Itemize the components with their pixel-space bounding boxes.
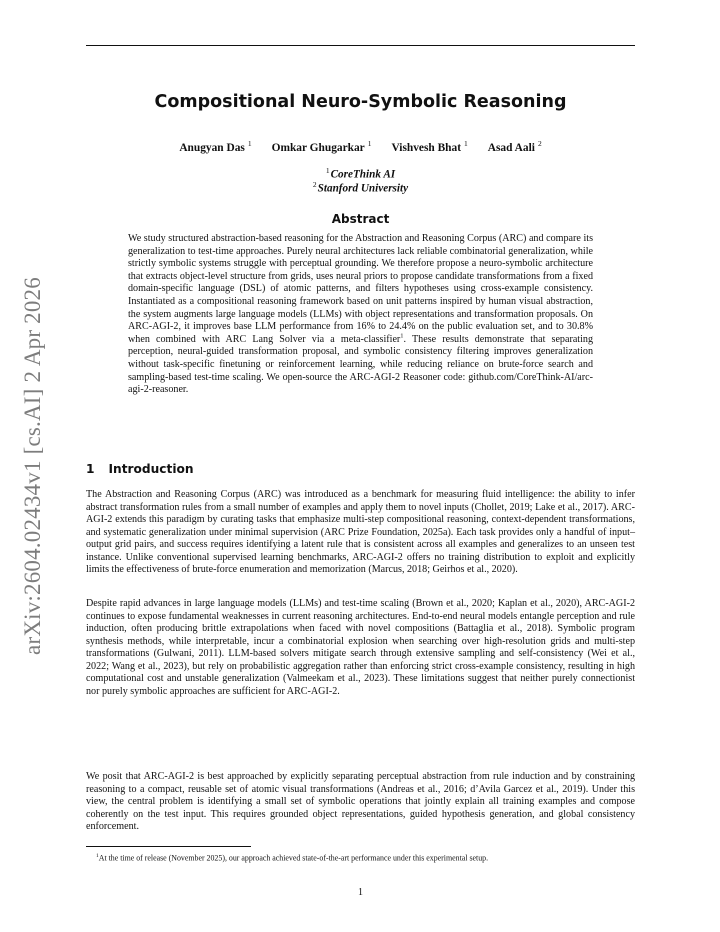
abstract-text: We study structured abstraction-based reasoning for the Abstraction and Reasoning Corpus (ARC) and compare its generalization to test-time approaches. Purely neural architectures lack reliable combinatorial generalization, while strictly symbolic systems struggle with perceptual grounding. We therefore propose a neuro-symbolic architecture that extracts object-level structure from grids, uses neural priors to propose candidate transformations from a fixed domain-specific language (DSL) of atomic patterns, and filters hypotheses using cross-example consistency. Instantiated as a compositional reasoning framework based on unit patterns inspired by human visual abstraction, the system augments large language models (LLMs) with object representations and transformation proposals. On ARC-AGI-2, it improves base LLM performance from 16% to 24.4% on the public evaluation set, and to 30.8% when combined with ARC Lang Solver via a meta-classifier$^1$. These results demonstrate that separating perception, neural-guided transformation proposal, and symbolic consistency filtering improves generalization without task-specific finetuning or reinforcement learning, while reducing reliance on brute-force search and sampling-based test-time scaling. We open-source the ARC-AGI-2 Reasoner code: github.com/CoreThink-AI/arc-agi-2-reasoner. xyxy=(128,233,593,396)
affiliation-mark: 1 xyxy=(464,139,468,148)
abstract-heading: Abstract xyxy=(331,212,390,226)
author-list xyxy=(86,139,635,154)
author: Asad Aali $^2$ xyxy=(487,139,542,154)
affiliation-mark: 2 xyxy=(537,139,542,148)
footnote-rule xyxy=(86,846,251,847)
arxiv-identifier: arXiv:2604.02434v1 [cs.AI] 2 Apr 2026 xyxy=(20,277,45,655)
footnote-ref[interactable]: 1 xyxy=(400,332,404,340)
body-paragraph: The Abstraction and Reasoning Corpus (ARC) was introduced as a benchmark for measuring fluid intelligence: the ability to infer abstract transformation rules from a small number of examples and apply them to novel inputs (Chollet, 2019; Lake et al., 2017). ARC-AGI-2 extends this paradigm by curating tasks that emphasize multi-step compositional reasoning, context-dependent transformations, and systematic generalization under minimal supervision (ARC Prize Foundation, 2025a). Each task provides only a handful of input–output grid pairs, and success requires identifying a latent rule that is consistent across all examples and generalizes to an unseen test instance. Unlike conventional supervised learning benchmarks, ARC-AGI-2 offers no training distribution to exploit and explicitly limits the effectiveness of brute-force enumeration and memorization (Marcus, 2018; Geirhos et al., 2020). xyxy=(86,489,635,576)
section-number: 1 xyxy=(86,462,95,476)
paper-title: Compositional Neuro-Symbolic Reasoning xyxy=(154,92,567,112)
author: Anugyan Das $^1$ xyxy=(179,139,252,154)
top-rule xyxy=(86,45,635,46)
page-number: 1 xyxy=(358,887,363,898)
affiliation-mark: 1 xyxy=(247,139,252,148)
author: Omkar Ghugarkar $^1$ xyxy=(271,139,372,154)
section-heading xyxy=(86,462,635,476)
affiliation: $^1$CoreThink AI xyxy=(325,166,396,181)
affiliation-mark: 1 xyxy=(367,139,372,148)
affiliation: $^2$Stanford University xyxy=(312,180,409,195)
body-paragraph: We posit that ARC-AGI-2 is best approached by explicitly separating perceptual abstraction from rule induction and by constraining reasoning to a compact, reusable set of atomic visual transformations (Andreas et al., 2016; d’Avila Garcez et al., 2019). Under this view, the central problem is identifying a small set of symbolic operations that jointly explain all training examples and compose coherently on the test input. This requires grounded object representations, guided hypothesis generation, and global consistency enforcement. xyxy=(86,771,635,833)
author: Vishvesh Bhat $^1$ xyxy=(391,139,468,154)
footnote: $^1$At the time of release (November 2025), our approach achieved state-of-the-art performance under this experimental setup. xyxy=(96,853,489,863)
footnote-mark: 1 xyxy=(96,853,99,859)
section-title: Introduction xyxy=(108,462,194,476)
body-paragraph: Despite rapid advances in large language models (LLMs) and test-time scaling (Brown et al., 2020; Kaplan et al., 2020), ARC-AGI-2 continues to expose fundamental weaknesses in current reasoning architectures. End-to-end neural models entangle perception and rule induction, often producing brittle extrapolations when faced with novel compositions (Battaglia et al., 2018). Symbolic program synthesis methods, while interpretable, incur a combinatorial explosion when searching over high-resolution grids and multi-step transformations (Gulwani, 2011). LLM-based solvers mitigate search through extensive sampling and self-consistency (Wei et al., 2022; Wang et al., 2023), but rely on probabilistic aggregation rather than enforcing strict cross-example consistency, resulting in high computational cost and unstable generalization (Valmeekam et al., 2023). These limitations suggest that neither purely connectionist nor purely symbolic approaches are sufficient for ARC-AGI-2. xyxy=(86,598,635,697)
